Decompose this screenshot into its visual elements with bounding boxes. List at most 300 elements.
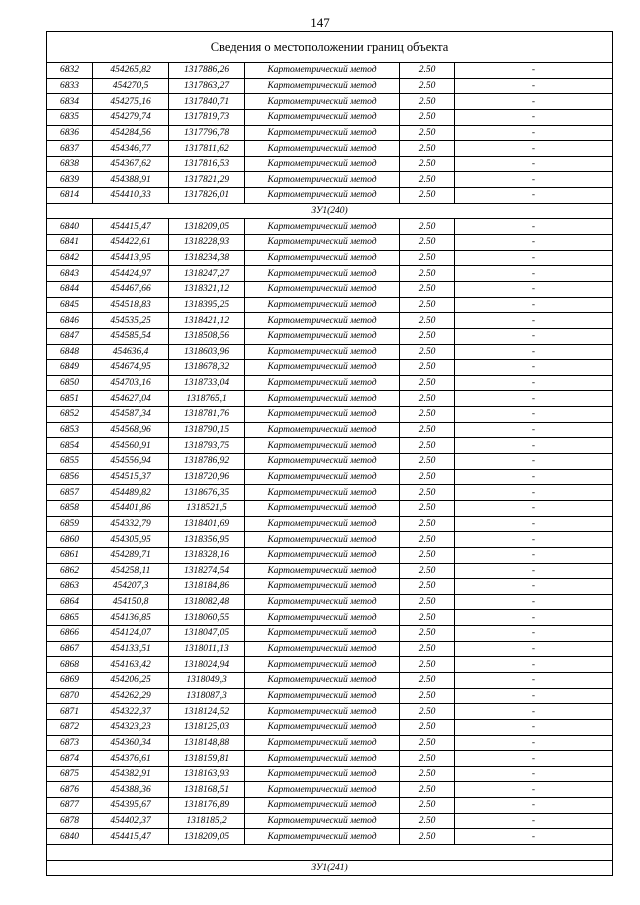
x-coordinate-cell: 454424,97	[93, 266, 169, 282]
table-row	[47, 454, 613, 470]
y-coordinate-cell: 1318720,96	[169, 469, 245, 485]
x-coordinate-cell: 454395,67	[93, 798, 169, 814]
point-number-cell: 6845	[47, 297, 93, 313]
precision-cell: 2.50	[400, 125, 455, 141]
table-row	[47, 360, 613, 376]
description-cell: -	[455, 829, 613, 845]
x-coordinate-cell: 454382,91	[93, 766, 169, 782]
x-coordinate-cell: 454367,62	[93, 156, 169, 172]
y-coordinate-cell: 1317816,53	[169, 156, 245, 172]
x-coordinate-cell: 454322,37	[93, 704, 169, 720]
table-row	[47, 422, 613, 438]
description-cell: -	[455, 657, 613, 673]
y-coordinate-cell: 1318209,05	[169, 829, 245, 845]
x-coordinate-cell: 454376,61	[93, 751, 169, 767]
table-row	[47, 610, 613, 626]
description-cell: -	[455, 813, 613, 829]
table-row	[47, 172, 613, 188]
table-row	[47, 250, 613, 266]
point-number-cell: 6860	[47, 532, 93, 548]
x-coordinate-cell: 454206,25	[93, 672, 169, 688]
point-number-cell: 6876	[47, 782, 93, 798]
method-cell: Картометрический метод	[245, 469, 400, 485]
method-cell: Картометрический метод	[245, 63, 400, 79]
point-number-cell: 6862	[47, 563, 93, 579]
precision-cell: 2.50	[400, 626, 455, 642]
description-cell: -	[455, 407, 613, 423]
precision-cell: 2.50	[400, 672, 455, 688]
point-number-cell: 6837	[47, 141, 93, 157]
point-number-cell: 6858	[47, 500, 93, 516]
y-coordinate-cell: 1318176,89	[169, 798, 245, 814]
table-row	[47, 798, 613, 814]
y-coordinate-cell: 1318765,1	[169, 391, 245, 407]
precision-cell: 2.50	[400, 704, 455, 720]
x-coordinate-cell: 454279,74	[93, 109, 169, 125]
description-cell: -	[455, 563, 613, 579]
point-number-cell: 6852	[47, 407, 93, 423]
description-cell: -	[455, 125, 613, 141]
table-row	[47, 63, 613, 79]
table-row	[47, 469, 613, 485]
precision-cell: 2.50	[400, 250, 455, 266]
point-number-cell: 6834	[47, 94, 93, 110]
x-coordinate-cell: 454207,3	[93, 579, 169, 595]
method-cell: Картометрический метод	[245, 813, 400, 829]
description-cell: -	[455, 360, 613, 376]
precision-cell: 2.50	[400, 798, 455, 814]
point-number-cell: 6851	[47, 391, 93, 407]
x-coordinate-cell: 454124,07	[93, 626, 169, 642]
table-row	[47, 626, 613, 642]
y-coordinate-cell: 1318321,12	[169, 281, 245, 297]
table-row	[47, 672, 613, 688]
point-number-cell: 6863	[47, 579, 93, 595]
table-row	[47, 141, 613, 157]
precision-cell: 2.50	[400, 751, 455, 767]
table-row	[47, 719, 613, 735]
method-cell: Картометрический метод	[245, 485, 400, 501]
x-coordinate-cell: 454133,51	[93, 641, 169, 657]
precision-cell: 2.50	[400, 141, 455, 157]
table-row	[47, 407, 613, 423]
x-coordinate-cell: 454289,71	[93, 547, 169, 563]
y-coordinate-cell: 1318401,69	[169, 516, 245, 532]
method-cell: Картометрический метод	[245, 829, 400, 845]
y-coordinate-cell: 1318521,5	[169, 500, 245, 516]
method-cell: Картометрический метод	[245, 563, 400, 579]
point-number-cell: 6865	[47, 610, 93, 626]
precision-cell: 2.50	[400, 63, 455, 79]
y-coordinate-cell: 1318781,76	[169, 407, 245, 423]
x-coordinate-cell: 454636,4	[93, 344, 169, 360]
description-cell: -	[455, 672, 613, 688]
x-coordinate-cell: 454410,33	[93, 188, 169, 204]
x-coordinate-cell: 454136,85	[93, 610, 169, 626]
description-cell: -	[455, 500, 613, 516]
method-cell: Картометрический метод	[245, 250, 400, 266]
x-coordinate-cell: 454556,94	[93, 454, 169, 470]
point-number-cell: 6833	[47, 78, 93, 94]
precision-cell: 2.50	[400, 532, 455, 548]
point-number-cell: 6838	[47, 156, 93, 172]
y-coordinate-cell: 1318421,12	[169, 313, 245, 329]
x-coordinate-cell: 454674,95	[93, 360, 169, 376]
description-cell: -	[455, 313, 613, 329]
y-coordinate-cell: 1318011,13	[169, 641, 245, 657]
point-number-cell: 6855	[47, 454, 93, 470]
method-cell: Картометрический метод	[245, 547, 400, 563]
x-coordinate-cell: 454262,29	[93, 688, 169, 704]
method-cell: Картометрический метод	[245, 641, 400, 657]
x-coordinate-cell: 454388,36	[93, 782, 169, 798]
method-cell: Картометрический метод	[245, 391, 400, 407]
method-cell: Картометрический метод	[245, 407, 400, 423]
x-coordinate-cell: 454323,23	[93, 719, 169, 735]
precision-cell: 2.50	[400, 328, 455, 344]
x-coordinate-cell: 454585,54	[93, 328, 169, 344]
x-coordinate-cell: 454258,11	[93, 563, 169, 579]
method-cell: Картометрический метод	[245, 704, 400, 720]
precision-cell: 2.50	[400, 688, 455, 704]
y-coordinate-cell: 1318124,52	[169, 704, 245, 720]
point-number-cell: 6839	[47, 172, 93, 188]
y-coordinate-cell: 1318676,35	[169, 485, 245, 501]
x-coordinate-cell: 454284,56	[93, 125, 169, 141]
method-cell: Картометрический метод	[245, 78, 400, 94]
x-coordinate-cell: 454275,16	[93, 94, 169, 110]
precision-cell: 2.50	[400, 657, 455, 673]
description-cell: -	[455, 266, 613, 282]
description-cell: -	[455, 469, 613, 485]
method-cell: Картометрический метод	[245, 688, 400, 704]
method-cell: Картометрический метод	[245, 454, 400, 470]
y-coordinate-cell: 1318024,94	[169, 657, 245, 673]
x-coordinate-cell: 454568,96	[93, 422, 169, 438]
method-cell: Картометрический метод	[245, 328, 400, 344]
method-cell: Картометрический метод	[245, 594, 400, 610]
section-row	[47, 860, 613, 876]
x-coordinate-cell: 454332,79	[93, 516, 169, 532]
precision-cell: 2.50	[400, 360, 455, 376]
precision-cell: 2.50	[400, 454, 455, 470]
point-number-cell: 6874	[47, 751, 93, 767]
x-coordinate-cell: 454587,34	[93, 407, 169, 423]
table-row	[47, 281, 613, 297]
table-row	[47, 328, 613, 344]
table-row	[47, 563, 613, 579]
point-number-cell: 6861	[47, 547, 93, 563]
precision-cell: 2.50	[400, 78, 455, 94]
point-number-cell: 6832	[47, 63, 93, 79]
description-cell: -	[455, 172, 613, 188]
y-coordinate-cell: 1318786,92	[169, 454, 245, 470]
precision-cell: 2.50	[400, 766, 455, 782]
method-cell: Картометрический метод	[245, 657, 400, 673]
point-number-cell: 6843	[47, 266, 93, 282]
method-cell: Картометрический метод	[245, 188, 400, 204]
description-cell: -	[455, 735, 613, 751]
precision-cell: 2.50	[400, 641, 455, 657]
table-row	[47, 751, 613, 767]
precision-cell: 2.50	[400, 782, 455, 798]
point-number-cell: 6844	[47, 281, 93, 297]
precision-cell: 2.50	[400, 438, 455, 454]
point-number-cell: 6840	[47, 829, 93, 845]
boundary-table	[46, 31, 613, 876]
description-cell: -	[455, 328, 613, 344]
precision-cell: 2.50	[400, 422, 455, 438]
point-number-cell: 6875	[47, 766, 93, 782]
precision-cell: 2.50	[400, 735, 455, 751]
table-row	[47, 532, 613, 548]
point-number-cell: 6857	[47, 485, 93, 501]
method-cell: Картометрический метод	[245, 798, 400, 814]
section-label: ЗУ1(240)	[47, 203, 613, 219]
y-coordinate-cell: 1318047,05	[169, 626, 245, 642]
precision-cell: 2.50	[400, 500, 455, 516]
precision-cell: 2.50	[400, 547, 455, 563]
precision-cell: 2.50	[400, 813, 455, 829]
page-number: 147	[310, 15, 330, 30]
table-row	[47, 109, 613, 125]
y-coordinate-cell: 1318060,55	[169, 610, 245, 626]
point-number-cell: 6836	[47, 125, 93, 141]
method-cell: Картометрический метод	[245, 109, 400, 125]
x-coordinate-cell: 454270,5	[93, 78, 169, 94]
precision-cell: 2.50	[400, 172, 455, 188]
table-row	[47, 782, 613, 798]
y-coordinate-cell: 1318247,27	[169, 266, 245, 282]
y-coordinate-cell: 1318395,25	[169, 297, 245, 313]
description-cell: -	[455, 391, 613, 407]
y-coordinate-cell: 1317811,62	[169, 141, 245, 157]
x-coordinate-cell: 454518,83	[93, 297, 169, 313]
point-number-cell: 6873	[47, 735, 93, 751]
y-coordinate-cell: 1318603,96	[169, 344, 245, 360]
point-number-cell: 6840	[47, 219, 93, 235]
precision-cell: 2.50	[400, 719, 455, 735]
method-cell: Картометрический метод	[245, 297, 400, 313]
table-row	[47, 313, 613, 329]
point-number-cell: 6871	[47, 704, 93, 720]
description-cell: -	[455, 235, 613, 251]
table-row	[47, 500, 613, 516]
y-coordinate-cell: 1317819,73	[169, 109, 245, 125]
method-cell: Картометрический метод	[245, 672, 400, 688]
x-coordinate-cell: 454163,42	[93, 657, 169, 673]
description-cell: -	[455, 579, 613, 595]
y-coordinate-cell: 1318049,3	[169, 672, 245, 688]
table-row	[47, 813, 613, 829]
precision-cell: 2.50	[400, 313, 455, 329]
method-cell: Картометрический метод	[245, 751, 400, 767]
point-number-cell: 6847	[47, 328, 93, 344]
description-cell: -	[455, 594, 613, 610]
precision-cell: 2.50	[400, 610, 455, 626]
method-cell: Картометрический метод	[245, 422, 400, 438]
description-cell: -	[455, 281, 613, 297]
y-coordinate-cell: 1318356,95	[169, 532, 245, 548]
table-row	[47, 766, 613, 782]
description-cell: -	[455, 375, 613, 391]
precision-cell: 2.50	[400, 829, 455, 845]
x-coordinate-cell: 454515,37	[93, 469, 169, 485]
precision-cell: 2.50	[400, 266, 455, 282]
y-coordinate-cell: 1318790,15	[169, 422, 245, 438]
table-title: Сведения о местоположении границ объекта	[47, 32, 613, 63]
table-row	[47, 704, 613, 720]
precision-cell: 2.50	[400, 235, 455, 251]
description-cell: -	[455, 454, 613, 470]
y-coordinate-cell: 1318087,3	[169, 688, 245, 704]
point-number-cell: 6841	[47, 235, 93, 251]
description-cell: -	[455, 422, 613, 438]
method-cell: Картометрический метод	[245, 219, 400, 235]
table-row	[47, 125, 613, 141]
point-number-cell: 6868	[47, 657, 93, 673]
precision-cell: 2.50	[400, 579, 455, 595]
point-number-cell: 6846	[47, 313, 93, 329]
x-coordinate-cell: 454388,91	[93, 172, 169, 188]
precision-cell: 2.50	[400, 344, 455, 360]
point-number-cell: 6842	[47, 250, 93, 266]
section-row	[47, 203, 613, 219]
x-coordinate-cell: 454413,95	[93, 250, 169, 266]
x-coordinate-cell: 454402,37	[93, 813, 169, 829]
table-row	[47, 391, 613, 407]
description-cell: -	[455, 719, 613, 735]
y-coordinate-cell: 1317826,01	[169, 188, 245, 204]
description-cell: -	[455, 610, 613, 626]
method-cell: Картометрический метод	[245, 141, 400, 157]
x-coordinate-cell: 454346,77	[93, 141, 169, 157]
y-coordinate-cell: 1318678,32	[169, 360, 245, 376]
table-row	[47, 375, 613, 391]
y-coordinate-cell: 1318733,04	[169, 375, 245, 391]
method-cell: Картометрический метод	[245, 281, 400, 297]
precision-cell: 2.50	[400, 485, 455, 501]
description-cell: -	[455, 219, 613, 235]
table-row	[47, 438, 613, 454]
x-coordinate-cell: 454150,8	[93, 594, 169, 610]
point-number-cell: 6877	[47, 798, 93, 814]
y-coordinate-cell: 1318163,93	[169, 766, 245, 782]
precision-cell: 2.50	[400, 469, 455, 485]
method-cell: Картометрический метод	[245, 516, 400, 532]
y-coordinate-cell: 1318508,56	[169, 328, 245, 344]
description-cell: -	[455, 782, 613, 798]
table-row	[47, 219, 613, 235]
y-coordinate-cell: 1318793,75	[169, 438, 245, 454]
x-coordinate-cell: 454489,82	[93, 485, 169, 501]
point-number-cell: 6859	[47, 516, 93, 532]
point-number-cell: 6872	[47, 719, 93, 735]
table-row	[47, 344, 613, 360]
y-coordinate-cell: 1318184,86	[169, 579, 245, 595]
precision-cell: 2.50	[400, 516, 455, 532]
description-cell: -	[455, 109, 613, 125]
y-coordinate-cell: 1317863,27	[169, 78, 245, 94]
description-cell: -	[455, 344, 613, 360]
x-coordinate-cell: 454467,66	[93, 281, 169, 297]
precision-cell: 2.50	[400, 375, 455, 391]
point-number-cell: 6854	[47, 438, 93, 454]
table-row	[47, 735, 613, 751]
method-cell: Картометрический метод	[245, 344, 400, 360]
table-row	[47, 297, 613, 313]
description-cell: -	[455, 751, 613, 767]
method-cell: Картометрический метод	[245, 626, 400, 642]
description-cell: -	[455, 141, 613, 157]
table-row	[47, 688, 613, 704]
precision-cell: 2.50	[400, 297, 455, 313]
description-cell: -	[455, 438, 613, 454]
table-row	[47, 485, 613, 501]
precision-cell: 2.50	[400, 109, 455, 125]
description-cell: -	[455, 188, 613, 204]
y-coordinate-cell: 1317821,29	[169, 172, 245, 188]
method-cell: Картометрический метод	[245, 172, 400, 188]
description-cell: -	[455, 516, 613, 532]
x-coordinate-cell: 454401,86	[93, 500, 169, 516]
table-row	[47, 188, 613, 204]
precision-cell: 2.50	[400, 156, 455, 172]
table-row	[47, 156, 613, 172]
table-row	[47, 657, 613, 673]
table-row	[47, 829, 613, 845]
y-coordinate-cell: 1318148,88	[169, 735, 245, 751]
description-cell: -	[455, 641, 613, 657]
x-coordinate-cell: 454560,91	[93, 438, 169, 454]
method-cell: Картометрический метод	[245, 500, 400, 516]
table-row	[47, 94, 613, 110]
method-cell: Картометрический метод	[245, 375, 400, 391]
precision-cell: 2.50	[400, 94, 455, 110]
y-coordinate-cell: 1318228,93	[169, 235, 245, 251]
x-coordinate-cell: 454627,04	[93, 391, 169, 407]
description-cell: -	[455, 626, 613, 642]
y-coordinate-cell: 1318125,03	[169, 719, 245, 735]
y-coordinate-cell: 1318185,2	[169, 813, 245, 829]
precision-cell: 2.50	[400, 219, 455, 235]
x-coordinate-cell: 454535,25	[93, 313, 169, 329]
method-cell: Картометрический метод	[245, 438, 400, 454]
precision-cell: 2.50	[400, 281, 455, 297]
y-coordinate-cell: 1317886,26	[169, 63, 245, 79]
y-coordinate-cell: 1318159,81	[169, 751, 245, 767]
y-coordinate-cell: 1318082,48	[169, 594, 245, 610]
description-cell: -	[455, 78, 613, 94]
table-row	[47, 235, 613, 251]
x-coordinate-cell: 454415,47	[93, 829, 169, 845]
description-cell: -	[455, 704, 613, 720]
point-number-cell: 6848	[47, 344, 93, 360]
method-cell: Картометрический метод	[245, 610, 400, 626]
y-coordinate-cell: 1318234,38	[169, 250, 245, 266]
method-cell: Картометрический метод	[245, 235, 400, 251]
method-cell: Картометрический метод	[245, 766, 400, 782]
description-cell: -	[455, 798, 613, 814]
x-coordinate-cell: 454265,82	[93, 63, 169, 79]
description-cell: -	[455, 63, 613, 79]
y-coordinate-cell: 1318328,16	[169, 547, 245, 563]
x-coordinate-cell: 454305,95	[93, 532, 169, 548]
method-cell: Картометрический метод	[245, 266, 400, 282]
section-label: ЗУ1(241)	[47, 860, 613, 876]
method-cell: Картометрический метод	[245, 719, 400, 735]
method-cell: Картометрический метод	[245, 360, 400, 376]
